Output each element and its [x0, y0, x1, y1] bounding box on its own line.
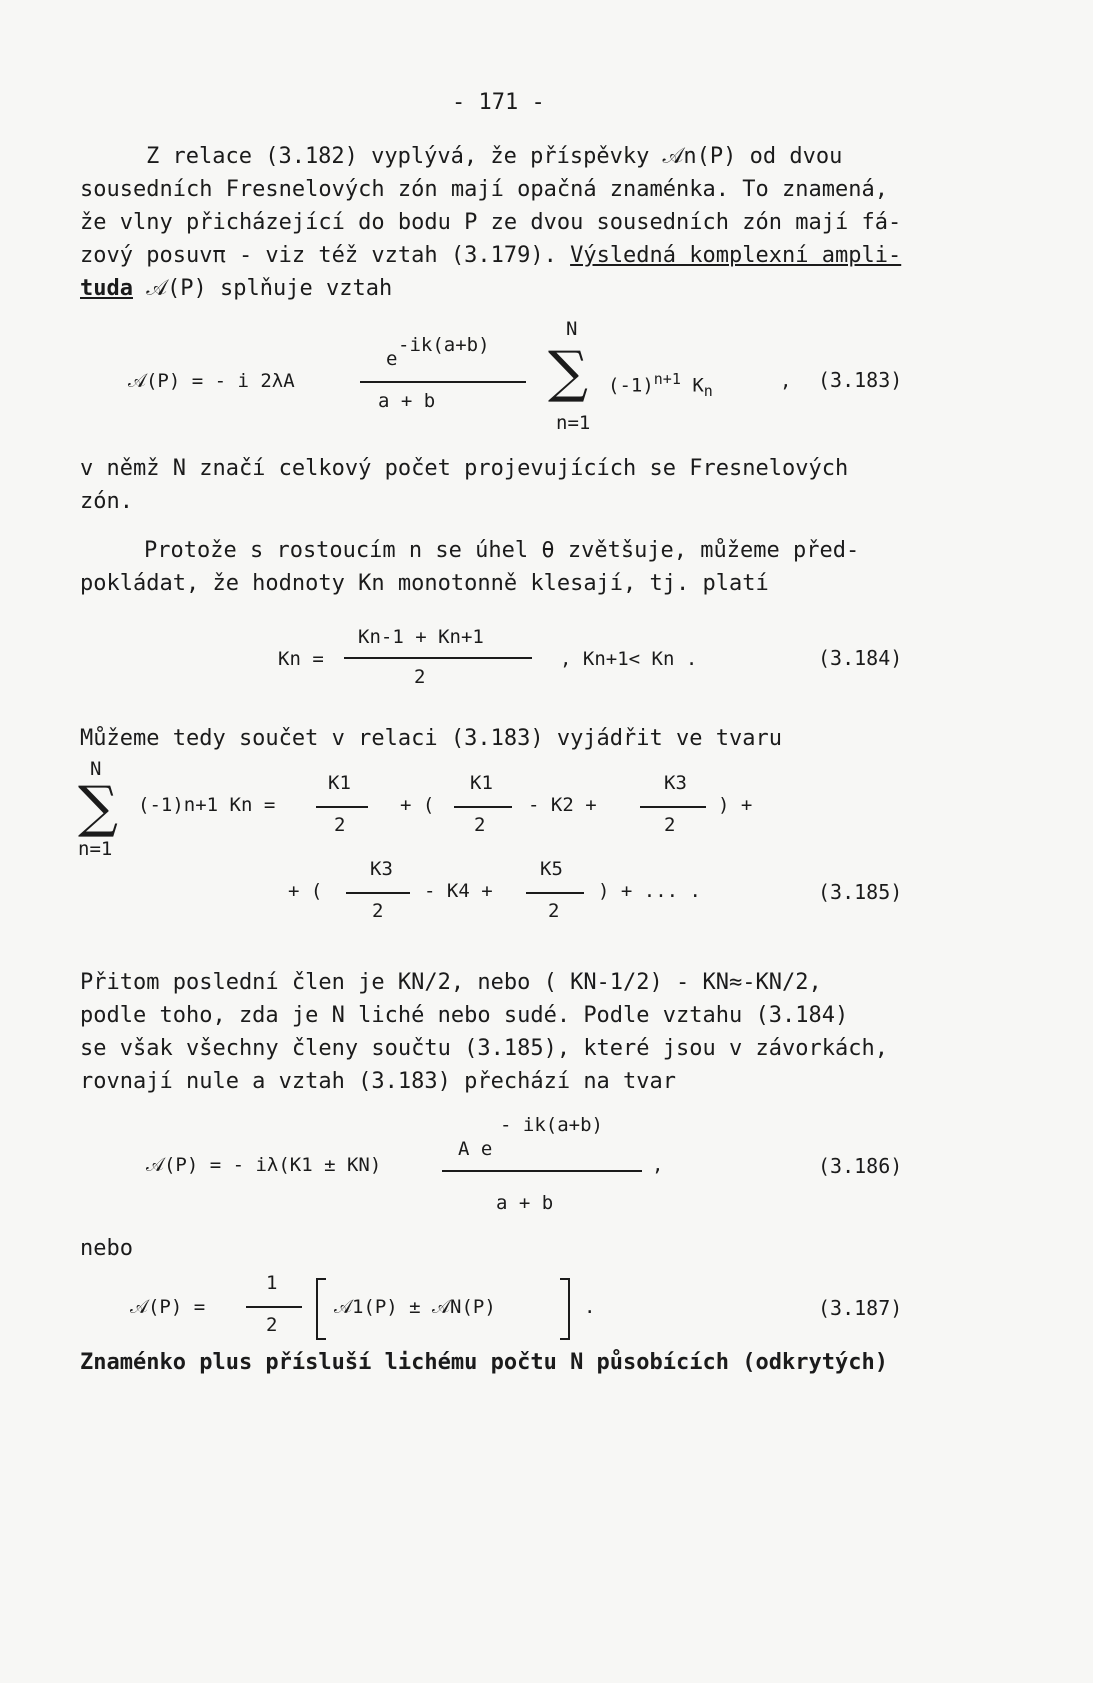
eq185-f2-num: K1: [470, 772, 493, 794]
eq183-lhs: 𝒜(P) = - i 2λA: [128, 370, 295, 392]
eq183-term-base: (-1): [608, 374, 654, 397]
eq183-fraction-bar: [360, 381, 526, 383]
eq183-exponent: -ik(a+b): [398, 334, 490, 356]
eq183-comma: ,: [780, 370, 792, 392]
para1-line-4: [80, 239, 1020, 272]
eq185-line2-close: ) + ... .: [598, 880, 701, 902]
eq183-denominator: a + b: [378, 390, 436, 412]
para5-line-3: se však všechny členy součtu (3.185), které jsou v závorkách,: [80, 1036, 888, 1061]
para2-line-2: zón.: [80, 489, 133, 514]
paragraph-3: [80, 534, 1020, 600]
para3-line-1: Protože s rostoucím n se úhel θ zvětšuje, můžeme před-: [144, 538, 860, 563]
eq186-exponent: - ik(a+b): [500, 1114, 603, 1136]
eq185-plus-open: + (: [400, 794, 435, 816]
eq185-f2-bar: [454, 806, 512, 808]
left-bracket: [316, 1278, 326, 1340]
word-nebo: nebo: [80, 1236, 133, 1261]
eq187-lhs: 𝒜(P) =: [130, 1296, 206, 1318]
eq185-minus-k2: - K2 +: [528, 794, 597, 816]
para1-line-5: [80, 272, 1020, 305]
eq183-numerator: e: [386, 348, 398, 370]
eq184-label: (3.184): [818, 646, 903, 670]
eq185-f2-den: 2: [474, 814, 486, 836]
para5-line-1: Přitom poslední člen je KN/2, nebo ( KN-1/2) - KN≈-KN/2,: [80, 970, 822, 995]
eq185-label: (3.185): [818, 880, 903, 904]
para1-line-2: sousedních Fresnelových zón mají opačná znaménka. To znamená,: [80, 177, 888, 202]
underlined-text: Výsledná komplexní ampli-: [570, 243, 902, 268]
right-bracket: [560, 1278, 570, 1340]
eq185-f3-den: 2: [664, 814, 676, 836]
eq185-line2-open: + (: [288, 880, 323, 902]
eq183-term: [608, 370, 713, 400]
eq185-f1-bar: [316, 806, 368, 808]
eq184-denominator: 2: [414, 666, 426, 688]
eq185-f4-bar: [346, 892, 410, 894]
eq185-lhs: (-1)n+1 Kn =: [138, 794, 276, 816]
eq185-f3-num: K3: [664, 772, 687, 794]
eq183-term-exponent: n+1: [653, 370, 681, 388]
para5-line-4: rovnají nule a vztah (3.183) přechází na tvar: [80, 1069, 677, 1094]
last-line: Znaménko plus přísluší lichému počtu N působících (odkrytých): [80, 1350, 888, 1375]
paragraph-1: [80, 140, 1020, 305]
eq185-f4-num: K3: [370, 858, 393, 880]
para1-line-3: že vlny přicházející do bodu P ze dvou sousedních zón mají fá-: [80, 210, 902, 235]
eq183-label: (3.183): [818, 368, 903, 392]
eq185-sum-top: N: [90, 758, 102, 780]
eq186-comma: ,: [652, 1154, 664, 1176]
para5-line-2: podle toho, zda je N liché nebo sudé. Podle vztahu (3.184): [80, 1003, 849, 1028]
eq187-numerator: 1: [266, 1272, 278, 1294]
eq186-denominator: a + b: [496, 1192, 554, 1214]
eq185-f3-bar: [640, 806, 706, 808]
paragraph-5: [80, 966, 1020, 1098]
eq185-f5-bar: [526, 892, 584, 894]
paragraph-4: Můžeme tedy součet v relaci (3.183) vyjádřit ve tvaru: [80, 726, 782, 751]
eq186-numerator: A e: [458, 1138, 493, 1160]
eq184-numerator: Kn-1 + Kn+1: [358, 626, 484, 648]
eq183-term-k: K: [692, 374, 704, 397]
eq187-fraction-bar: [246, 1306, 302, 1308]
para3-line-2: pokládat, že hodnoty Kn monotonně klesají, tj. platí: [80, 571, 769, 596]
eq185-sum-bottom: n=1: [78, 838, 113, 860]
eq184-rhs: , Kn+1< Kn .: [560, 648, 698, 670]
page-number: - 171 -: [452, 90, 545, 115]
eq186-label: (3.186): [818, 1154, 903, 1178]
eq183-term-sub: n: [703, 382, 713, 401]
eq184-fraction-bar: [344, 657, 532, 659]
para2-line-1: v němž N značí celkový počet projevujících se Fresnelových: [80, 456, 849, 481]
eq185-f5-den: 2: [548, 900, 560, 922]
eq187-dot: .: [584, 1296, 596, 1318]
eq185-close-plus: ) +: [718, 794, 753, 816]
paragraph-2: [80, 452, 1020, 518]
eq185-f1-den: 2: [334, 814, 346, 836]
para1-line-1: Z relace (3.182) vyplývá, že příspěvky 𝒜n(P) od dvou: [146, 144, 843, 169]
eq187-denominator: 2: [266, 1314, 278, 1336]
para1-line-4-text: zový posuvπ - viz též vztah (3.179).: [80, 243, 557, 268]
eq184-lhs: Kn =: [278, 648, 324, 670]
underlined-text-2: tuda: [80, 276, 133, 301]
eq183-sum-bottom: n=1: [556, 412, 591, 434]
eq185-f4-den: 2: [372, 900, 384, 922]
eq183-sum-top: N: [566, 318, 578, 340]
eq185-f5-num: K5: [540, 858, 563, 880]
eq185-f1-num: K1: [328, 772, 351, 794]
sigma-icon: ∑: [78, 775, 118, 840]
eq187-label: (3.187): [818, 1296, 903, 1320]
para1-line-5-text: 𝒜(P) splňuje vztah: [146, 276, 393, 301]
eq186-lhs: 𝒜(P) = - iλ(K1 ± KN): [146, 1154, 382, 1176]
sigma-icon: ∑: [548, 340, 588, 405]
eq187-inner: 𝒜1(P) ± 𝒜N(P): [334, 1296, 496, 1318]
eq185-minus-k4: - K4 +: [424, 880, 493, 902]
eq186-fraction-bar: [442, 1170, 642, 1172]
